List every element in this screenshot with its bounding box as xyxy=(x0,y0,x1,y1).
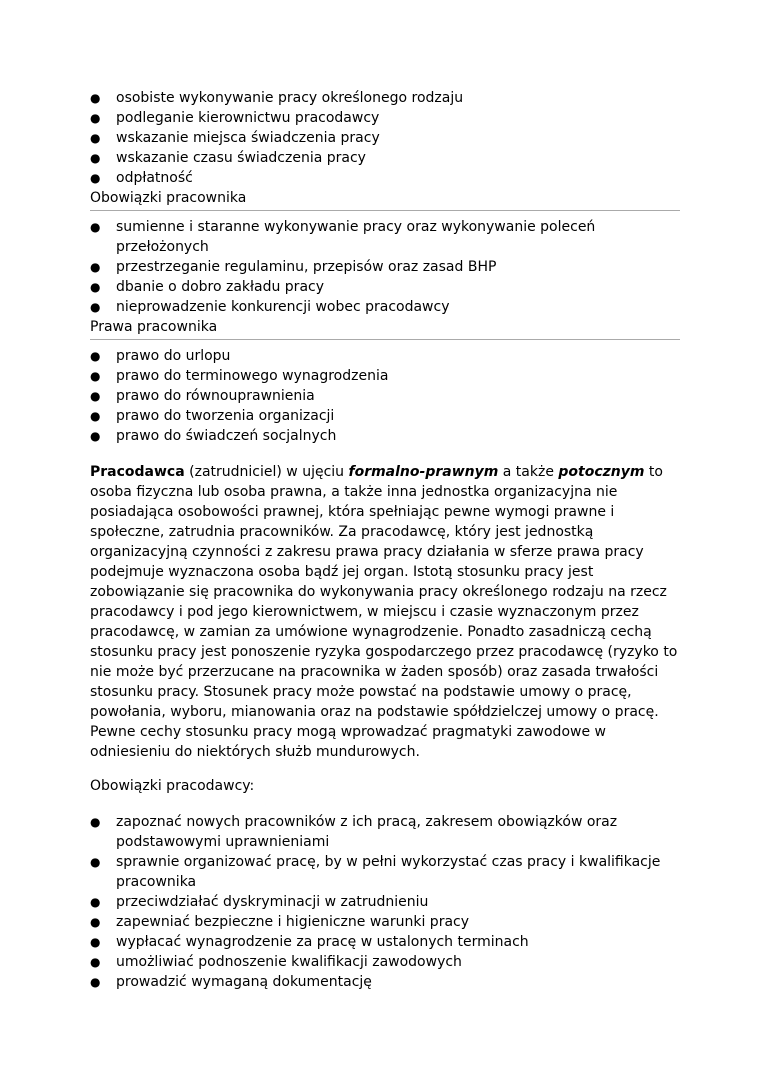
bullet-icon: ● xyxy=(90,260,101,274)
bullet-icon: ● xyxy=(90,131,101,145)
bullet-icon: ● xyxy=(90,955,101,969)
employee-duties-list xyxy=(90,217,680,317)
bullet-icon: ● xyxy=(90,855,101,869)
bullet-icon: ● xyxy=(90,429,101,443)
bullet-icon: ● xyxy=(90,349,101,363)
bullet-icon: ● xyxy=(90,389,101,403)
bullet-icon: ● xyxy=(90,815,101,829)
bullet-icon: ● xyxy=(90,935,101,949)
bullet-icon: ● xyxy=(90,220,101,234)
bullet-icon: ● xyxy=(90,915,101,929)
list-item: ● prawo do terminowego wynagrodzenia xyxy=(90,368,389,384)
list-item: ● sumienne i staranne wykonywanie pracy oraz wykonywanie poleceń przełożonych xyxy=(90,219,596,255)
list-item: ● przestrzeganie regulaminu, przepisów oraz zasad BHP xyxy=(90,259,497,275)
employer-definition-paragraph: Pracodawca (zatrudniciel) w ujęciu formalno-prawnym a także potocznym to osoba fizyczna lub osoba prawna, a także inna jednostka organizacyjna nie posiadająca osobowości prawnej, która spełniając pewne wymogi prawne i społeczne, zatrudnia pracowników. Za pracodawcę, który jest jednostką organizacyjną czynności z zakresu prawa pracy działania w sferze prawa pracy podejmuje wyznaczona osoba bądź jej organ. Istotą stosunku pracy jest zobowiązanie się pracownika do wykonywania pracy określonego rodzaju na rzecz pracodawcy i pod jego kierownictwem, w miejscu i czasie wyznaczonym przez pracodawcę, w zamian za umówione wynagrodzenie. Ponadto zasadniczą cechą stosunku pracy jest ponoszenie ryzyka gospodarczego przez pracodawcę (ryzyko to nie może być przerzucane na pracownika w żaden sposób) oraz zasada trwałości stosunku pracy. Stosunek pracy może powstać na podstawie umowy o pracę, powołania, wyboru, mianowania oraz na podstawie spółdzielczej umowy o pracę. Pewne cechy stosunku pracy mogą wprowadzać pragmatyki zawodowe w odniesieniu do niektórych służb mundurowych. xyxy=(90,464,678,760)
list-item: ● wskazanie miejsca świadczenia pracy xyxy=(90,130,380,146)
list-item: ● umożliwiać podnoszenie kwalifikacji zawodowych xyxy=(90,954,462,970)
bullet-icon: ● xyxy=(90,895,101,909)
list-item: ● sprawnie organizować pracę, by w pełni wykorzystać czas pracy i kwalifikacje pracownika xyxy=(90,854,661,890)
bullet-icon: ● xyxy=(90,300,101,314)
list-item: ● odpłatność xyxy=(90,170,193,186)
list-item: ● nieprowadzenie konkurencji wobec pracodawcy xyxy=(90,299,450,315)
list-item: ● prawo do równouprawnienia xyxy=(90,388,315,404)
heading-employee-rights: Prawa pracownika xyxy=(90,317,680,340)
term-employer: Pracodawca xyxy=(90,464,185,480)
bullet-icon: ● xyxy=(90,369,101,383)
term-colloquial: potocznym xyxy=(558,464,645,480)
list-item: ● zapoznać nowych pracowników z ich pracą, zakresem obowiązków oraz podstawowymi uprawnieniami xyxy=(90,814,618,850)
employment-features-list xyxy=(90,88,680,188)
heading-employee-duties: Obowiązki pracownika xyxy=(90,188,680,211)
bullet-icon: ● xyxy=(90,975,101,989)
bullet-icon: ● xyxy=(90,171,101,185)
list-item: ● dbanie o dobro zakładu pracy xyxy=(90,279,325,295)
bullet-icon: ● xyxy=(90,280,101,294)
term-formal-legal: formalno-prawnym xyxy=(348,464,499,480)
list-item: ● prawo do tworzenia organizacji xyxy=(90,408,335,424)
employer-duties-list xyxy=(90,812,680,992)
list-item: ● zapewniać bezpieczne i higieniczne warunki pracy xyxy=(90,914,470,930)
list-item: ● prawo do świadczeń socjalnych xyxy=(90,428,337,444)
list-item: ● prawo do urlopu xyxy=(90,348,231,364)
heading-employer-duties: Obowiązki pracodawcy: xyxy=(90,778,255,794)
employee-rights-list xyxy=(90,346,680,446)
list-item: ● wypłacać wynagrodzenie za pracę w ustalonych terminach xyxy=(90,934,529,950)
list-item: ● osobiste wykonywanie pracy określonego rodzaju xyxy=(90,90,464,106)
bullet-icon: ● xyxy=(90,151,101,165)
bullet-icon: ● xyxy=(90,111,101,125)
list-item: ● przeciwdziałać dyskryminacji w zatrudnieniu xyxy=(90,894,429,910)
list-item: ● prowadzić wymaganą dokumentację xyxy=(90,974,372,990)
list-item: ● podleganie kierownictwu pracodawcy xyxy=(90,110,380,126)
list-item: ● wskazanie czasu świadczenia pracy xyxy=(90,150,366,166)
bullet-icon: ● xyxy=(90,409,101,423)
bullet-icon: ● xyxy=(90,91,101,105)
